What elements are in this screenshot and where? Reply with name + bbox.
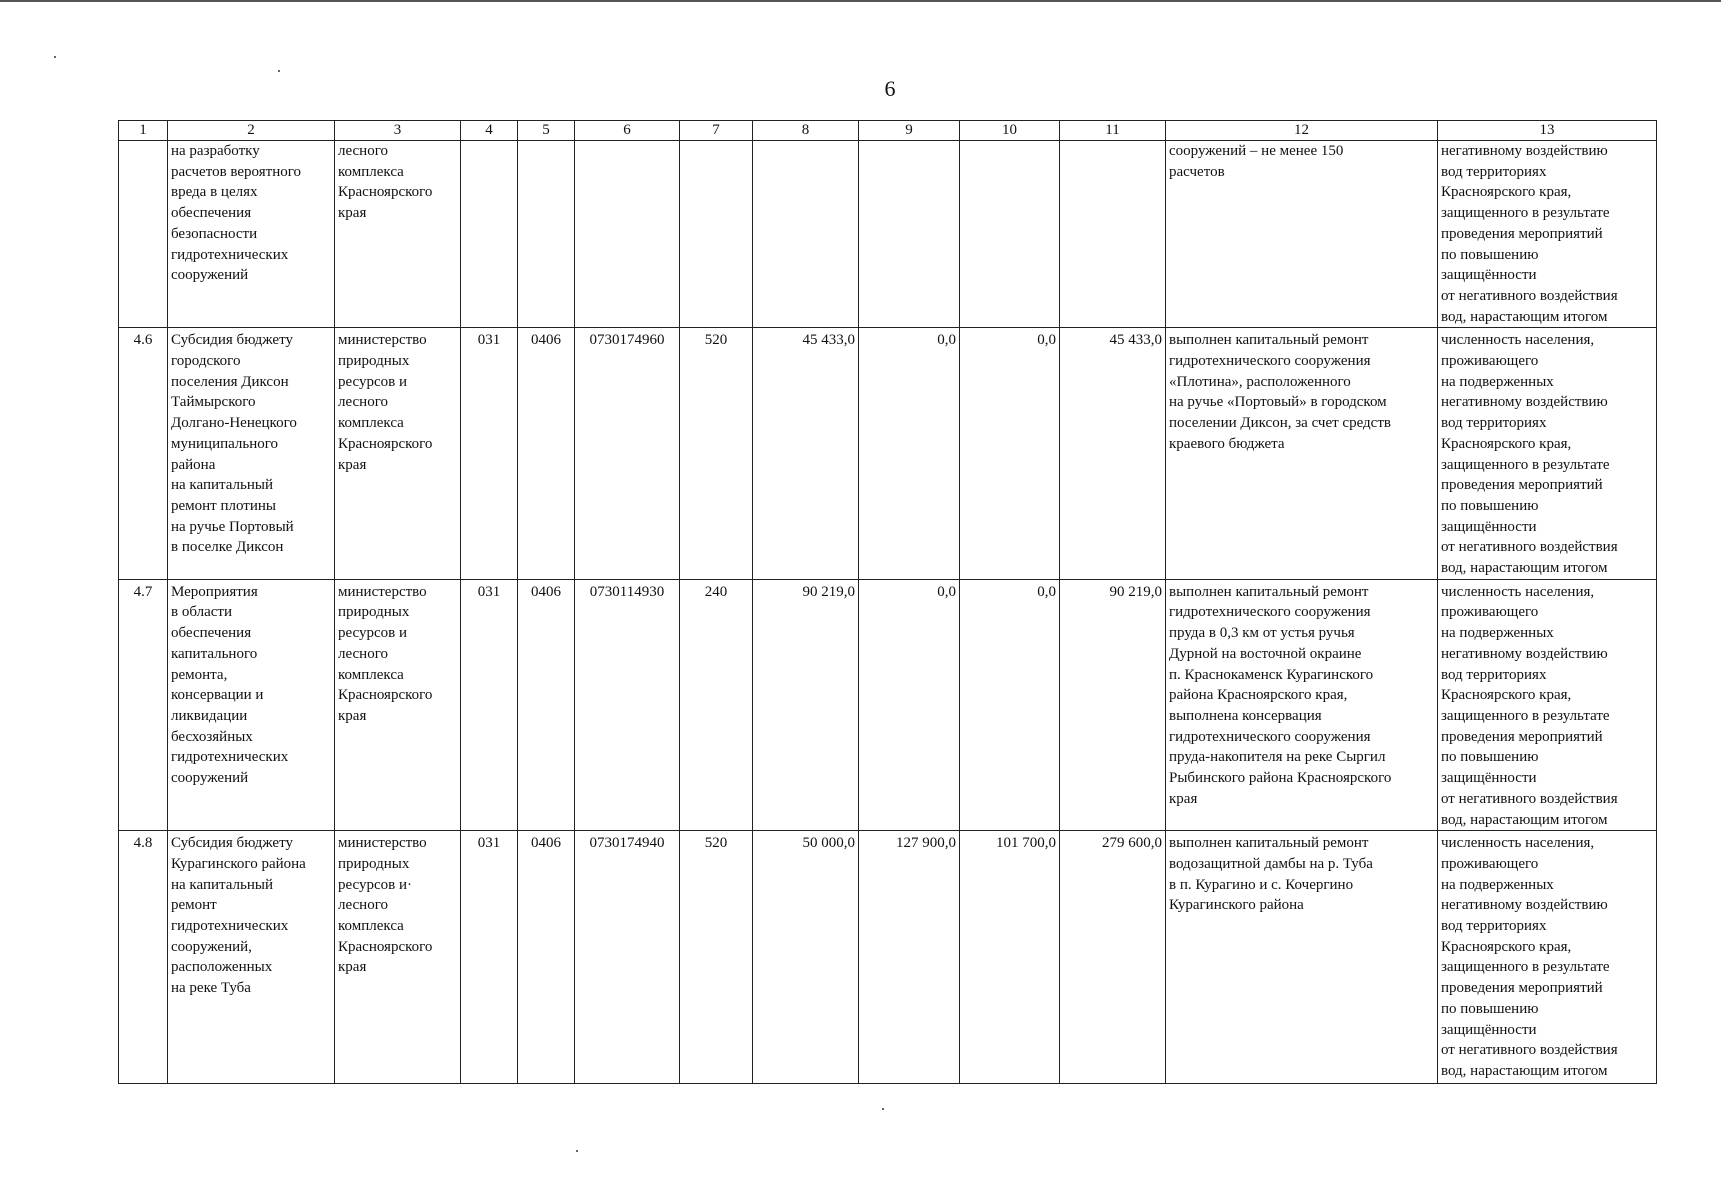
grbs-code: 031: [461, 328, 518, 579]
year2-amount: [859, 141, 960, 328]
rzpr-code: 0406: [518, 579, 575, 830]
measure-name: Субсидия бюджету городского поселения Диксон Таймырского Долгано-Ненецкого муниципального района на капитальный ремонт плотины на ручье Портовый в поселке Диксон: [168, 328, 335, 579]
table-row: [119, 579, 1657, 830]
scan-speck: [882, 1108, 884, 1110]
responsible-executor: министерство природных ресурсов и лесного комплекса Красноярского края: [335, 579, 461, 830]
csr-code: 0730174960: [575, 328, 680, 579]
year1-amount: 50 000,0: [753, 831, 859, 1084]
csr-code: [575, 141, 680, 328]
measure-name: Субсидия бюджету Курагинского района на капитальный ремонт гидротехнических сооружений, расположенных на реке Туба: [168, 831, 335, 1084]
page-number: 6: [884, 76, 896, 101]
rzpr-code: [518, 141, 575, 328]
year1-amount: 90 219,0: [753, 579, 859, 830]
rzpr-code: 0406: [518, 831, 575, 1084]
target-indicator: численность населения, проживающего на подверженных негативному воздействию вод территориях Красноярского края, защищенного в результате проведения мероприятий по повышению защищённости от негативного воздействия вод, нарастающим итогом: [1438, 328, 1657, 579]
measure-name: Мероприятия в области обеспечения капитального ремонта, консервации и ликвидации бесхозяйных гидротехнических сооружений: [168, 579, 335, 830]
vr-code: [680, 141, 753, 328]
column-header: 7: [680, 121, 753, 141]
row-number: 4.6: [119, 328, 168, 579]
column-header: 3: [335, 121, 461, 141]
scan-speck: [576, 1150, 578, 1152]
row-number: 4.8: [119, 831, 168, 1084]
responsible-executor: министерство природных ресурсов и· лесного комплекса Красноярского края: [335, 831, 461, 1084]
row-number: 4.7: [119, 579, 168, 830]
column-header: 10: [960, 121, 1060, 141]
year2-amount: 127 900,0: [859, 831, 960, 1084]
table-row: [119, 328, 1657, 579]
total-amount: [1060, 141, 1166, 328]
responsible-executor: министерство природных ресурсов и лесного комплекса Красноярского края: [335, 328, 461, 579]
rzpr-code: 0406: [518, 328, 575, 579]
expected-result: сооружений – не менее 150 расчетов: [1166, 141, 1438, 328]
expected-result: выполнен капитальный ремонт гидротехнического сооружения «Плотина», расположенного на ручье «Портовый» в городском поселении Диксон, за счет средств краевого бюджета: [1166, 328, 1438, 579]
table-row: [119, 831, 1657, 1084]
target-indicator: численность населения, проживающего на подверженных негативному воздействию вод территориях Красноярского края, защищенного в результате проведения мероприятий по повышению защищённости от негативного воздействия вод, нарастающим итогом: [1438, 579, 1657, 830]
table-row-continuation: [119, 141, 1657, 328]
column-header: 13: [1438, 121, 1657, 141]
year3-amount: 0,0: [960, 328, 1060, 579]
grbs-code: 031: [461, 831, 518, 1084]
csr-code: 0730174940: [575, 831, 680, 1084]
column-number-row: [119, 121, 1657, 141]
program-measures-table: [118, 120, 1657, 1084]
expected-result: выполнен капитальный ремонт гидротехнического сооружения пруда в 0,3 км от устья ручья Дурной на восточной окраине п. Краснокаменск Курагинского района Красноярского края, выполнена консервация гидротехнического сооружения пруда-накопителя на реке Сыргил Рыбинского района Красноярского края: [1166, 579, 1438, 830]
year2-amount: 0,0: [859, 328, 960, 579]
year3-amount: [960, 141, 1060, 328]
column-header: 8: [753, 121, 859, 141]
year1-amount: [753, 141, 859, 328]
column-header: 1: [119, 121, 168, 141]
measure-name: на разработку расчетов вероятного вреда в целях обеспечения безопасности гидротехнических сооружений: [168, 141, 335, 328]
scan-top-edge: [0, 0, 1721, 2]
vr-code: 520: [680, 831, 753, 1084]
year3-amount: 0,0: [960, 579, 1060, 830]
year3-amount: 101 700,0: [960, 831, 1060, 1084]
vr-code: 520: [680, 328, 753, 579]
scan-speck: [54, 56, 56, 58]
csr-code: 0730114930: [575, 579, 680, 830]
column-header: 6: [575, 121, 680, 141]
total-amount: 45 433,0: [1060, 328, 1166, 579]
column-header: 12: [1166, 121, 1438, 141]
vr-code: 240: [680, 579, 753, 830]
grbs-code: [461, 141, 518, 328]
row-number: [119, 141, 168, 328]
column-header: 9: [859, 121, 960, 141]
column-header: 4: [461, 121, 518, 141]
column-header: 2: [168, 121, 335, 141]
target-indicator: численность населения, проживающего на подверженных негативному воздействию вод территориях Красноярского края, защищенного в результате проведения мероприятий по повышению защищённости от негативного воздействия вод, нарастающим итогом: [1438, 831, 1657, 1084]
grbs-code: 031: [461, 579, 518, 830]
target-indicator: негативному воздействию вод территориях Красноярского края, защищенного в результате проведения мероприятий по повышению защищённости от негативного воздействия вод, нарастающим итогом: [1438, 141, 1657, 328]
scan-speck: [278, 70, 280, 72]
column-header: 11: [1060, 121, 1166, 141]
year1-amount: 45 433,0: [753, 328, 859, 579]
total-amount: 279 600,0: [1060, 831, 1166, 1084]
total-amount: 90 219,0: [1060, 579, 1166, 830]
expected-result: выполнен капитальный ремонт водозащитной дамбы на р. Туба в п. Курагино и с. Кочергино Курагинского района: [1166, 831, 1438, 1084]
column-header: 5: [518, 121, 575, 141]
responsible-executor: лесного комплекса Красноярского края: [335, 141, 461, 328]
year2-amount: 0,0: [859, 579, 960, 830]
